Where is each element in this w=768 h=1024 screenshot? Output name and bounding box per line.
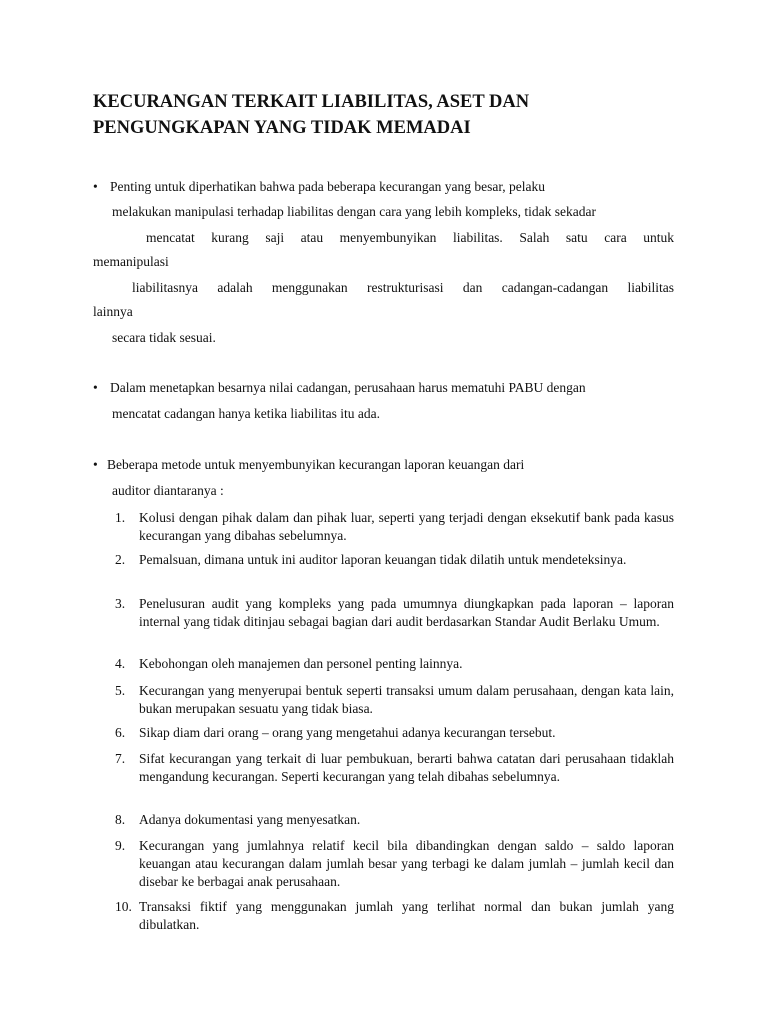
list-item-number: 9. [115,838,126,853]
list-item: Sifat kecurangan yang terkait di luar pembukuan, berarti bahwa catatan dari perusahaan tidaklah mengandung kecurangan. Seperti kecurangan yang telah dibahas sebelumnya. [139,751,674,784]
list-item: Kebohongan oleh manajemen dan personel penting lainnya. [139,656,463,671]
list-item-number: 4. [115,656,126,671]
paragraph3-line: auditor diantaranya : [112,483,224,498]
paragraph3-line: Beberapa metode untuk menyembunyikan kecurangan laporan keuangan dari [107,457,525,472]
paragraph2-line: mencatat cadangan hanya ketika liabilitas itu ada. [112,406,381,421]
list-item: Kolusi dengan pihak dalam dan pihak luar, seperti yang terjadi dengan eksekutif bank pada kasus kecurangan yang dibahas sebelumnya. [139,510,674,543]
bullet-icon: • [93,457,98,472]
paragraph1-line: melakukan manipulasi terhadap liabilitas dengan cara yang lebih kompleks, tidak sekadar [112,204,596,219]
list-item-number: 7. [115,751,126,766]
bullet-icon: • [93,380,98,395]
list-item: Penelusuran audit yang kompleks yang pada umumnya diungkapkan pada laporan – laporan internal yang tidak ditinjau sebagai bagian dari audit berdasarkan Standar Audit Berlaku Umum. [139,596,674,629]
list-item: Transaksi fiktif yang menggunakan jumlah yang terlihat normal dan bukan jumlah yang dibulatkan. [139,899,674,932]
list-item-number: 5. [115,683,126,698]
bullet-icon: • [93,179,98,194]
list-item: Sikap diam dari orang – orang yang mengetahui adanya kecurangan tersebut. [139,725,556,740]
list-item: Pemalsuan, dimana untuk ini auditor laporan keuangan tidak dilatih untuk mendeteksinya. [139,552,627,567]
list-item-number: 6. [115,725,126,740]
paragraph1-line: memanipulasi [93,254,169,269]
list-item-number: 1. [115,510,126,525]
paragraph1-line: Penting untuk diperhatikan bahwa pada beberapa kecurangan yang besar, pelaku [110,179,546,194]
paragraph2-line: Dalam menetapkan besarnya nilai cadangan, perusahaan harus mematuhi PABU dengan [110,380,586,395]
list-item-number: 8. [115,812,126,827]
paragraph1-line: liabilitasnya adalah menggunakan restrukturisasi dan cadangan-cadangan liabilitas [132,280,674,295]
document-title: KECURANGAN TERKAIT LIABILITAS, ASET DAN PENGUNGKAPAN YANG TIDAK MEMADAI [93,92,530,138]
paragraph1-line: secara tidak sesuai. [112,330,216,345]
paragraph1-line: lainnya [93,304,133,319]
list-item: Adanya dokumentasi yang menyesatkan. [139,812,361,827]
list-item-number: 2. [115,552,126,567]
paragraph1-line: mencatat kurang saji atau menyembunyikan liabilitas. Salah satu cara untuk [146,230,674,245]
list-item: Kecurangan yang menyerupai bentuk seperti transaksi umum dalam perusahaan, dengan kata lain, bukan merupakan sesuatu yang tidak biasa. [139,683,674,716]
list-item: Kecurangan yang jumlahnya relatif kecil bila dibandingkan dengan saldo – saldo laporan keuangan atau kecurangan dalam jumlah besar yang terbagi ke dalam jumlah – jumlah kecil dan disebar ke berbagai anak perusahaan. [139,838,674,889]
list-item-number: 10. [115,899,132,914]
list-item-number: 3. [115,596,126,611]
